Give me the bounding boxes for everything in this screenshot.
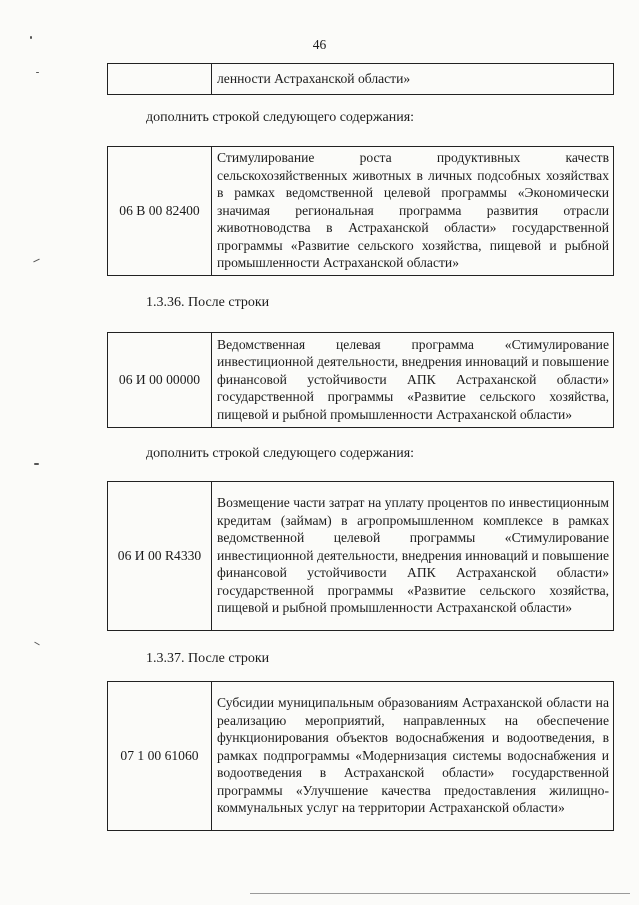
section-heading: 1.3.36. После строки	[146, 295, 270, 310]
budget-code-table	[107, 146, 614, 276]
scan-speck	[30, 36, 32, 39]
scan-edge-line	[250, 893, 630, 894]
page-number: 46	[312, 37, 327, 52]
budget-code-description: Субсидии муниципальным образованиям Астраханской области на реализацию мероприятий, направленных на обеспечение функционирования объектов водоснабжения и водоотведения, в рамках подпрограммы «Модернизация системы водоснабжения и водоотведения в Астраханской области» государственной программы «Улучшение качества предоставления жилищно-коммунальных услуг на территории Астраханской области»	[212, 682, 614, 831]
table-row	[108, 482, 614, 631]
budget-code: 06 В 00 82400	[108, 147, 212, 276]
table-row	[108, 682, 614, 831]
budget-code-table	[107, 332, 614, 428]
scan-speck	[34, 642, 40, 646]
instruction-paragraph: дополнить строкой следующего содержания:	[146, 446, 415, 461]
table-row	[108, 333, 614, 428]
budget-code-description: Возмещение части затрат на уплату процентов по инвестиционным кредитам (займам) в агропромышленном комплексе в рамках ведомственной целевой программы «Стимулирование инвестиционной деятельности, внедрения инноваций и повышение финансовой устойчивости АПК Астраханской области» государственной программы «Развитие сельского хозяйства, пищевой и рыбной промышленности Астраханской области»	[212, 482, 614, 631]
budget-code-table	[107, 681, 614, 831]
section-heading: 1.3.37. После строки	[146, 651, 270, 666]
budget-code-description: Ведомственная целевая программа «Стимулирование инвестиционной деятельности, внедрения инноваций и повышение финансовой устойчивости АПК Астраханской области» государственной программы «Развитие сельского хозяйства, пищевой и рыбной промышленности Астраханской области»	[212, 333, 614, 428]
budget-code-table	[107, 63, 614, 95]
budget-code	[108, 64, 212, 95]
table-row	[108, 64, 614, 95]
budget-code: 06 И 00 R4330	[108, 482, 212, 631]
scan-speck	[33, 259, 40, 263]
budget-code: 07 1 00 61060	[108, 682, 212, 831]
budget-code: 06 И 00 00000	[108, 333, 212, 428]
scan-speck	[36, 72, 39, 73]
budget-code-description: Стимулирование роста продуктивных качеств сельскохозяйственных животных в личных подсобных хозяйствах в рамках ведомственной целевой программы «Экономически значимая региональная программа развития отрасли животноводства в Астраханской области» государственной программы «Развитие сельского хозяйства, пищевой и рыбной промышленности Астраханской области»	[212, 147, 614, 276]
budget-code-description: ленности Астраханской области»	[212, 64, 614, 95]
budget-code-table	[107, 481, 614, 631]
scan-speck	[34, 463, 39, 465]
table-row	[108, 147, 614, 276]
instruction-paragraph: дополнить строкой следующего содержания:	[146, 110, 415, 125]
